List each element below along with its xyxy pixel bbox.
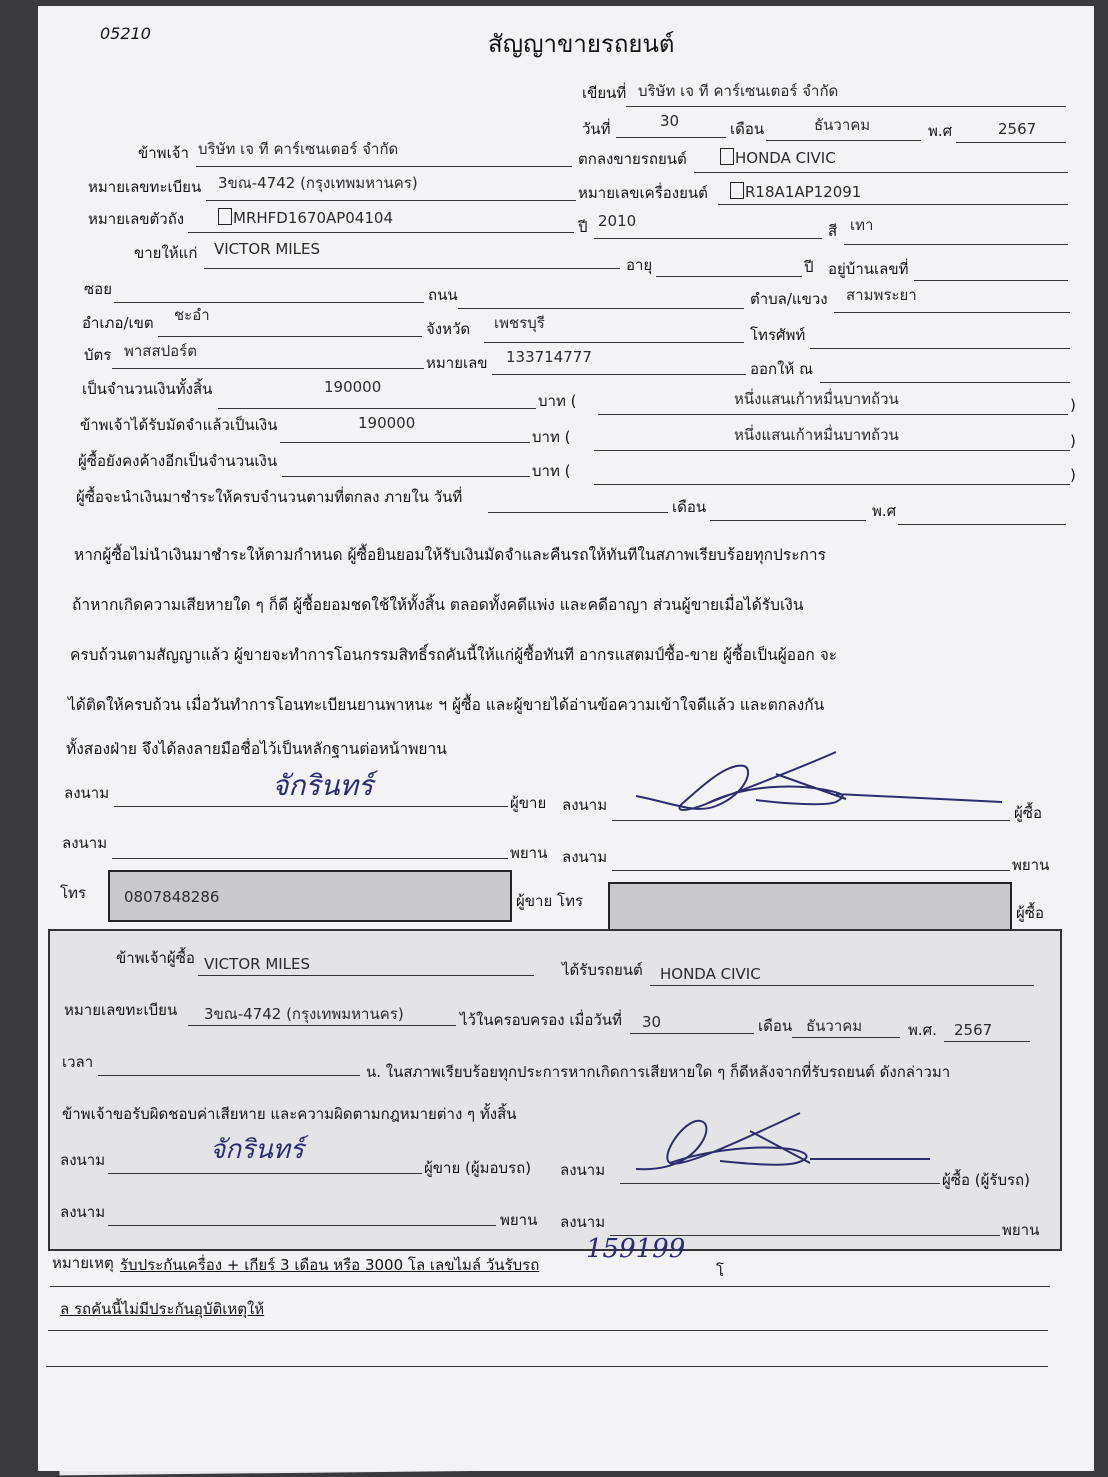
age-label: อายุ bbox=[626, 256, 653, 274]
age-unit: ปี bbox=[804, 258, 814, 276]
receipt-year: 2567 bbox=[954, 1021, 993, 1039]
receipt-car: HONDA CIVIC bbox=[660, 965, 761, 983]
receipt-received-label: ได้รับรถยนต์ bbox=[562, 961, 643, 979]
terms-line-2: ถ้าหากเกิดความเสียหายใด ๆ ก็ดี ผู้ซื้อยอมชดใช้ให้ทั้งสิ้น ตลอดทั้งคดีแพ่ง และคดีอาญา ส่วนผู้ขายเมื่อได้รับเงิน bbox=[72, 596, 804, 614]
receipt-witness-1-role: พยาน bbox=[500, 1211, 538, 1229]
plate-label: หมายเลขทะเบียน bbox=[88, 178, 202, 196]
due-date-label: ผู้ซื้อจะนำเงินมาชำระให้ครบจำนวนตามที่ตกลง ภายใน วันที่ bbox=[76, 488, 463, 506]
color-value: เทา bbox=[850, 216, 874, 234]
buyer-name: VICTOR MILES bbox=[214, 240, 321, 258]
receipt-deliverer-sign-label: ลงนาม bbox=[60, 1151, 106, 1169]
vehicle-year-label: ปี bbox=[578, 218, 588, 236]
house-label: อยู่บ้านเลขที่ bbox=[828, 260, 909, 278]
witness-1-sign-label: ลงนาม bbox=[62, 834, 108, 852]
card-number-label: หมายเลข bbox=[426, 354, 488, 372]
color-label: สี bbox=[828, 222, 838, 240]
plate-value: 3ขณ-4742 (กรุงเทพมหานคร) bbox=[218, 174, 418, 192]
date-year: 2567 bbox=[998, 120, 1037, 138]
card-label: บัตร bbox=[84, 346, 112, 364]
buyer-signature-image bbox=[636, 744, 1016, 834]
total-label: เป็นจำนวนเงินทั้งสิ้น bbox=[82, 380, 213, 398]
seller-signature: จักรินทร์ bbox=[272, 769, 374, 802]
total-baht-label: บาท ( bbox=[538, 392, 577, 410]
total-amount: 190000 bbox=[324, 378, 382, 396]
chassis-value: MRHFD1670AP04104 bbox=[218, 208, 393, 226]
receipt-witness-2-sign-label: ลงนาม bbox=[560, 1213, 606, 1231]
document-title: สัญญาขายรถยนต์ bbox=[488, 30, 675, 58]
receipt-month: ธันวาคม bbox=[806, 1017, 863, 1035]
terms-line-5: ทั้งสองฝ่าย จึงได้ลงลายมือชื่อไว้เป็นหลักฐานต่อหน้าพยาน bbox=[66, 740, 447, 758]
terms-line-4: ได้ติดให้ครบถ้วน เมื่อวันทำการโอนทะเบียนยานพาหนะ ฯ ผู้ซื้อ และผู้ขายได้อ่านข้อความเข้าใจดีแล้ว และตกลงกัน bbox=[68, 696, 825, 714]
receipt-buyer-name: VICTOR MILES bbox=[204, 955, 311, 973]
seller-name: บริษัท เจ ที คาร์เซนเตอร์ จำกัด bbox=[198, 140, 399, 158]
remarks-suffix: โ bbox=[716, 1262, 725, 1280]
seller-phone-box bbox=[108, 870, 512, 922]
buyer-phone-box bbox=[608, 882, 1012, 936]
agree-sell-label: ตกลงขายรถยนต์ bbox=[578, 150, 687, 168]
deposit-amount: 190000 bbox=[358, 414, 416, 432]
soi-label: ซอย bbox=[84, 280, 112, 298]
month-label: เดือน bbox=[730, 120, 765, 138]
due-month-label: เดือน bbox=[672, 498, 707, 516]
written-at-value: บริษัท เจ ที คาร์เซนเตอร์ จำกัด bbox=[638, 82, 839, 100]
card-value: พาสสปอร์ต bbox=[124, 342, 197, 360]
receipt-day: 30 bbox=[642, 1013, 662, 1031]
date-day: 30 bbox=[660, 112, 680, 130]
receipt-plate-label: หมายเลขทะเบียน bbox=[64, 1001, 178, 1019]
seller-phone-role: ผู้ขาย โทร bbox=[516, 892, 584, 910]
engine-value: R18A1AP12091 bbox=[730, 182, 861, 200]
seller-sign-role: ผู้ขาย bbox=[510, 794, 547, 812]
deposit-close-paren: ) bbox=[1070, 432, 1076, 450]
province-label: จังหวัด bbox=[426, 320, 471, 338]
terms-line-3: ครบถ้วนตามสัญญาแล้ว ผู้ขายจะทำการโอนกรรมสิทธิ์รถคันนี้ให้แก่ผู้ซื้อทันที อากรแสตมป์ซื้อ-ขาย ผู้ซื้อเป็นผู้ออก จะ bbox=[70, 646, 838, 664]
road-label: ถนน bbox=[428, 286, 458, 304]
sell-to-label: ขายให้แก่ bbox=[134, 244, 198, 262]
remaining-label: ผู้ซื้อยังคงค้างอีกเป็นจำนวนเงิน bbox=[78, 452, 278, 470]
written-at-label: เขียนที่ bbox=[582, 84, 627, 102]
remaining-close-paren: ) bbox=[1070, 466, 1076, 484]
deposit-label: ข้าพเจ้าได้รับมัดจำแล้วเป็นเงิน bbox=[80, 416, 278, 434]
contract-sheet bbox=[38, 6, 1094, 1471]
terms-line-1: หากผู้ซื้อไม่นำเงินมาชำระให้ตามกำหนด ผู้ซื้อยินยอมให้รับเงินมัดจำและคืนรถให้ทันทีในสภาพเรียบร้อยทุกประการ bbox=[74, 546, 826, 564]
vehicle-receipt-section bbox=[48, 929, 1062, 1251]
witness-2-role: พยาน bbox=[1012, 856, 1050, 874]
remarks-mileage: 159199 bbox=[586, 1234, 686, 1264]
deposit-amount-words: หนึ่งแสนเก้าหมื่นบาทถ้วน bbox=[734, 426, 899, 444]
receipt-condition-text: น. ในสภาพเรียบร้อยทุกประการหากเกิดการเสียหายใด ๆ ก็ดีหลังจากที่รับรถยนต์ ดังกล่าวมา bbox=[366, 1063, 951, 1081]
vehicle-year: 2010 bbox=[598, 212, 637, 230]
receipt-buyer-label: ข้าพเจ้าผู้ซื้อ bbox=[116, 949, 195, 967]
chassis-label: หมายเลขตัวถัง bbox=[88, 210, 185, 228]
card-number-value: 133714777 bbox=[506, 348, 592, 366]
district-value: ชะอำ bbox=[174, 306, 210, 324]
province-value: เพชรบุรี bbox=[494, 314, 545, 332]
receipt-year-label: พ.ศ. bbox=[908, 1021, 937, 1039]
date-label: วันที่ bbox=[582, 120, 611, 138]
seller-phone: 0807848286 bbox=[124, 888, 220, 906]
total-amount-words: หนึ่งแสนเก้าหมื่นบาทถ้วน bbox=[734, 390, 899, 408]
witness-2-sign-label: ลงนาม bbox=[562, 848, 608, 866]
due-year-label: พ.ศ bbox=[872, 502, 897, 520]
subdistrict-label: ตำบล/แขวง bbox=[750, 290, 828, 308]
receipt-month-label: เดือน bbox=[758, 1017, 793, 1035]
buyer-sign-label: ลงนาม bbox=[562, 796, 608, 814]
receipt-witness-2-role: พยาน bbox=[1002, 1221, 1040, 1239]
year-label: พ.ศ bbox=[928, 122, 953, 140]
receipt-possession-label: ไว้ในครอบครอง เมื่อวันที่ bbox=[460, 1011, 622, 1029]
issued-at-label: ออกให้ ณ bbox=[750, 360, 813, 378]
receipt-liability-text: ข้าพเจ้าขอรับผิดชอบค่าเสียหาย และความผิดตามกฎหมายต่าง ๆ ทั้งสิ้น bbox=[62, 1105, 517, 1123]
receipt-deliverer-role: ผู้ขาย (ผู้มอบรถ) bbox=[424, 1159, 532, 1177]
district-label: อำเภอ/เขต bbox=[82, 314, 154, 332]
remarks-label: หมายเหตุ bbox=[52, 1254, 114, 1272]
buyer-sign-role: ผู้ซื้อ bbox=[1014, 804, 1042, 822]
deposit-baht-label: บาท ( bbox=[532, 428, 571, 446]
receipt-plate: 3ขณ-4742 (กรุงเทพมหานคร) bbox=[204, 1005, 404, 1023]
date-month: ธันวาคม bbox=[814, 116, 871, 134]
receipt-receiver-sign-label: ลงนาม bbox=[560, 1161, 606, 1179]
seller-phone-label: โทร bbox=[60, 884, 87, 902]
seller-car: HONDA CIVIC bbox=[720, 148, 836, 166]
remarks-line-1: รับประกันเครื่อง + เกียร์ 3 เดือน หรือ 3000 โล เลขไมล์ วันรับรถ bbox=[120, 1256, 540, 1274]
subdistrict-value: สามพระยา bbox=[846, 286, 917, 304]
receipt-witness-1-sign-label: ลงนาม bbox=[60, 1203, 106, 1221]
receipt-seller-signature: จักรินทร์ bbox=[210, 1135, 304, 1165]
witness-1-role: พยาน bbox=[510, 844, 548, 862]
receipt-buyer-signature-image bbox=[630, 1101, 960, 1191]
receipt-time-label: เวลา bbox=[62, 1053, 94, 1071]
document-number: 05210 bbox=[100, 24, 151, 43]
seller-label: ข้าพเจ้า bbox=[138, 144, 189, 162]
remaining-baht-label: บาท ( bbox=[532, 462, 571, 480]
receipt-receiver-role: ผู้ซื้อ (ผู้รับรถ) bbox=[942, 1171, 1030, 1189]
remarks-line-2: ล รถคันนี้ไม่มีประกันอุบัติเหตุให้ bbox=[60, 1300, 265, 1318]
seller-sign-label: ลงนาม bbox=[64, 784, 110, 802]
total-close-paren: ) bbox=[1070, 396, 1076, 414]
buyer-phone-role: ผู้ซื้อ bbox=[1016, 904, 1044, 922]
phone-label: โทรศัพท์ bbox=[750, 326, 806, 344]
engine-label: หมายเลขเครื่องยนต์ bbox=[578, 184, 708, 202]
